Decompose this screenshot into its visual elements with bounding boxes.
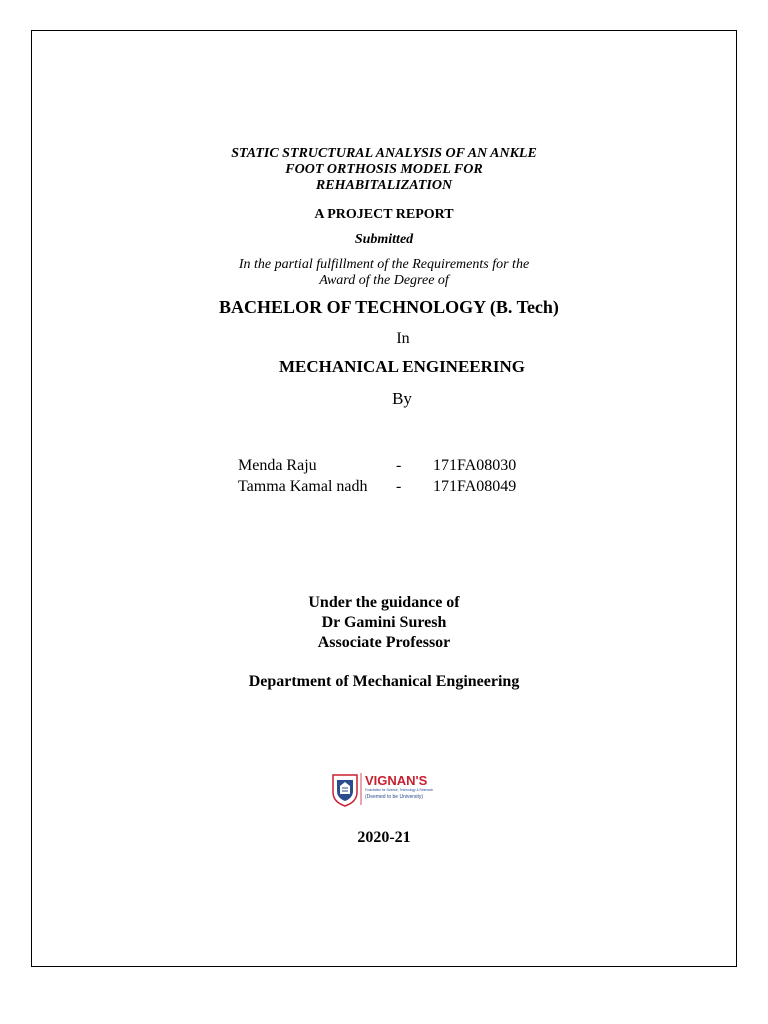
author-dash: - bbox=[396, 457, 402, 474]
academic-year: 2020-21 bbox=[357, 829, 411, 846]
fulfillment-line-1: In the partial fulfillment of the Requirements for the bbox=[238, 257, 530, 272]
report-type: A PROJECT REPORT bbox=[314, 207, 454, 222]
in-label: In bbox=[396, 330, 410, 347]
branch-name: MECHANICAL ENGINEERING bbox=[278, 357, 526, 376]
author-id: 171FA08030 bbox=[433, 457, 517, 474]
guide-name: Dr Gamini Suresh bbox=[321, 614, 447, 631]
university-logo bbox=[331, 770, 443, 808]
report-title-line-1: STATIC STRUCTURAL ANALYSIS OF AN ANKLE bbox=[231, 146, 537, 161]
submitted-label: Submitted bbox=[354, 232, 414, 247]
report-title-line-3: REHABITALIZATION bbox=[315, 178, 453, 193]
author-id: 171FA08049 bbox=[433, 478, 517, 495]
department-name: Department of Mechanical Engineering bbox=[248, 673, 520, 690]
author-name: Menda Raju bbox=[238, 457, 317, 474]
guidance-heading: Under the guidance of bbox=[308, 594, 460, 611]
degree-name: BACHELOR OF TECHNOLOGY (B. Tech) bbox=[219, 297, 559, 317]
by-label: By bbox=[392, 389, 412, 408]
report-title-line-2: FOOT ORTHOSIS MODEL FOR bbox=[285, 162, 483, 177]
author-dash: - bbox=[396, 478, 402, 495]
author-name: Tamma Kamal nadh bbox=[238, 478, 368, 495]
logo-name: VIGNAN'S bbox=[365, 773, 428, 788]
logo-deemed: (Deemed to be University) bbox=[365, 794, 424, 800]
guide-designation: Associate Professor bbox=[317, 634, 451, 651]
logo-subtitle: Foundation for Science, Technology & Research bbox=[365, 788, 434, 792]
fulfillment-line-2: Award of the Degree of bbox=[319, 273, 449, 288]
vignan-emblem-icon bbox=[331, 770, 443, 808]
